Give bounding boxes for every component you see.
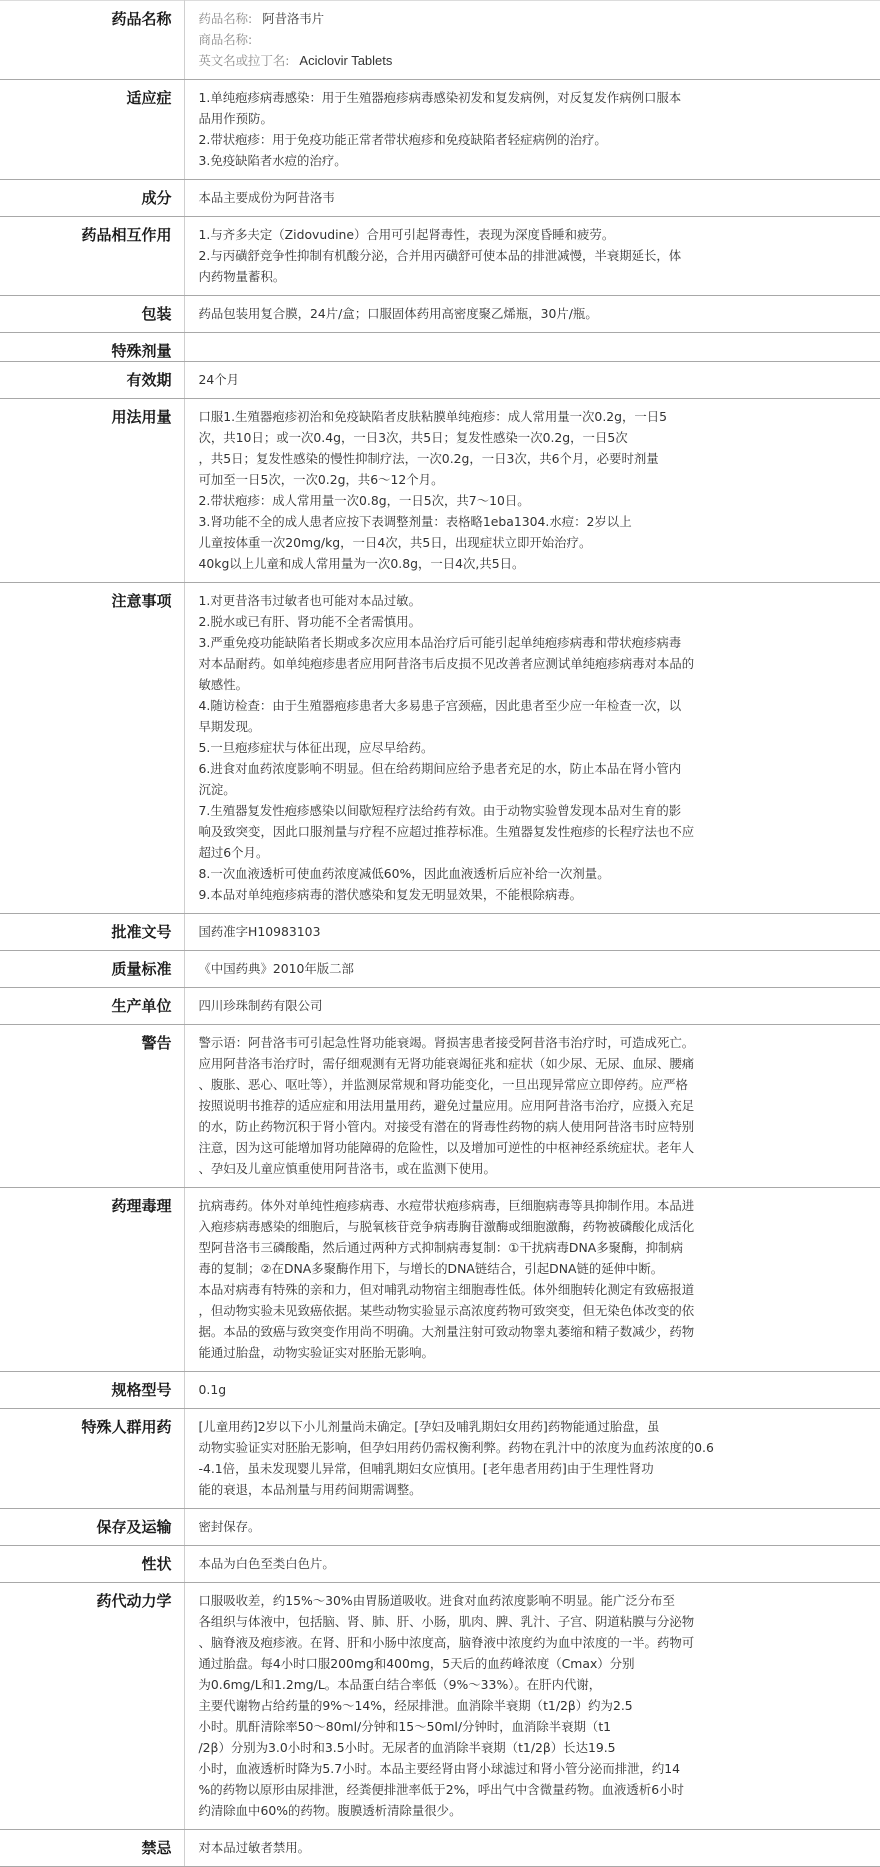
text-line: 对本品耐药。如单纯疱疹患者应用阿昔洛韦后皮损不见改善者应测试单纯疱疹病毒对本品的 xyxy=(198,656,695,671)
info-row xyxy=(0,583,880,914)
text-line: 口服1.生殖器疱疹初治和免疫缺陷者皮肤粘膜单纯疱疹：成人常用量一次0.2g，一日5 xyxy=(198,409,668,424)
text-line: ，但动物实验未见致癌依据。某些动物实验显示高浓度药物可致突变，但无染色体改变的依 xyxy=(198,1303,695,1318)
info-row xyxy=(0,1830,880,1867)
name-line xyxy=(199,8,861,29)
row-value xyxy=(184,1372,880,1409)
row-value xyxy=(184,1,880,80)
info-row xyxy=(0,914,880,951)
text-line: 敏感性。 xyxy=(198,677,249,692)
row-label: 性状 xyxy=(0,1546,184,1583)
text-line: %的药物以原形由尿排泄，经粪便排泄率低于2%，呼出气中含微量药物。血液透析6小时 xyxy=(198,1782,684,1797)
text-line: 可加至一日5次，一次0.2g，共6～12个月。 xyxy=(198,472,444,487)
text-line: 密封保存。 xyxy=(198,1519,261,1534)
row-value xyxy=(184,362,880,399)
name-line xyxy=(199,29,861,50)
text-line: 抗病毒药。体外对单纯性疱疹病毒、水痘带状疱疹病毒，巨细胞病毒等具抑制作用。本品进 xyxy=(198,1198,695,1213)
row-label: 药理毒理 xyxy=(0,1188,184,1372)
info-row xyxy=(0,296,880,333)
text-line: 8.一次血液透析可使血药浓度减低60%，因此血液透析后应补给一次剂量。 xyxy=(198,866,610,881)
text-line: 3.严重免疫功能缺陷者长期或多次应用本品治疗后可能引起单纯疱疹病毒和带状疱疹病毒 xyxy=(198,635,682,650)
name-key: 英文名或拉丁名: xyxy=(198,53,290,68)
row-label: 用法用量 xyxy=(0,399,184,583)
text-line: 四川珍珠制药有限公司 xyxy=(198,998,323,1013)
row-value xyxy=(184,1583,880,1830)
info-row xyxy=(0,180,880,217)
text-line: 应用阿昔洛韦治疗时，需仔细观测有无肾功能衰竭征兆和症状（如少尿、无尿、血尿、腰痛 xyxy=(198,1056,695,1071)
text-line: 能通过胎盘，动物实验证实对胚胎无影响。 xyxy=(198,1345,434,1360)
text-line: 据。本品的致癌与致突变作用尚不明确。大剂量注射可致动物睾丸萎缩和精子数减少，药物 xyxy=(198,1324,695,1339)
row-value xyxy=(184,1830,880,1867)
text-line: 的水，防止药物沉积于肾小管内。对接受有潜在的肾毒性药物的病人使用阿昔洛韦时应特别 xyxy=(198,1119,695,1134)
text-line: 型阿昔洛韦三磷酸酯，然后通过两种方式抑制病毒复制：①干扰病毒DNA多聚酶，抑制病 xyxy=(198,1240,683,1255)
row-value xyxy=(184,180,880,217)
text-line: 国药准字H10983103 xyxy=(198,924,321,939)
row-label: 药代动力学 xyxy=(0,1583,184,1830)
drug-info-rows xyxy=(0,1,880,1867)
row-label: 特殊剂量 xyxy=(0,333,184,362)
text-line: 本品为白色至类白色片。 xyxy=(198,1556,335,1571)
text-line: 注意，因为这可能增加肾功能障碍的危险性，以及增加可逆性的中枢神经系统症状。老年人 xyxy=(198,1140,695,1155)
text-line: 沉淀。 xyxy=(198,782,236,797)
row-label: 包装 xyxy=(0,296,184,333)
text-line: 按照说明书推荐的适应症和用法用量用药，避免过量应用。应用阿昔洛韦治疗，应摄入充足 xyxy=(198,1098,695,1113)
text-line: 4.随访检查：由于生殖器疱疹患者大多易患子宫颈癌，因此患者至少应一年检查一次，以 xyxy=(198,698,682,713)
text-line: 2.脱水或已有肝、肾功能不全者需慎用。 xyxy=(198,614,421,629)
row-label: 有效期 xyxy=(0,362,184,399)
text-line: 0.1g xyxy=(198,1382,227,1397)
name-value: Aciclovir Tablets xyxy=(299,53,393,68)
row-value xyxy=(184,988,880,1025)
info-row xyxy=(0,1025,880,1188)
text-line: 7.生殖器复发性疱疹感染以间歇短程疗法给药有效。由于动物实验曾发现本品对生育的影 xyxy=(198,803,682,818)
text-line: ，共5日；复发性感染的慢性抑制疗法，一次0.2g，一日3次，共6个月，必要时剂量 xyxy=(198,451,659,466)
name-key: 商品名称: xyxy=(198,32,253,47)
row-label: 特殊人群用药 xyxy=(0,1409,184,1509)
text-line: 、孕妇及儿童应慎重使用阿昔洛韦，或在监测下使用。 xyxy=(198,1161,496,1176)
text-line: 1.与齐多夫定（Zidovudine）合用可引起肾毒性，表现为深度昏睡和疲劳。 xyxy=(198,227,615,242)
text-line: 2.与丙磺舒竞争性抑制有机酸分泌，合并用丙磺舒可使本品的排泄减慢，半衰期延长，体 xyxy=(198,248,682,263)
text-line: -4.1倍，虽未发现婴儿异常，但哺乳期妇女应慎用。[老年患者用药]由于生理性肾功 xyxy=(198,1461,654,1476)
text-line: 对本品过敏者禁用。 xyxy=(198,1840,311,1855)
info-row xyxy=(0,1509,880,1546)
text-line: 入疱疹病毒感染的细胞后，与脱氧核苷竞争病毒胸苷激酶或细胞激酶，药物被磷酸化成活化 xyxy=(198,1219,695,1234)
row-value xyxy=(184,1409,880,1509)
row-label: 批准文号 xyxy=(0,914,184,951)
info-row xyxy=(0,333,880,362)
text-line: 警示语：阿昔洛韦可引起急性肾功能衰竭。肾损害患者接受阿昔洛韦治疗时，可造成死亡。 xyxy=(198,1035,695,1050)
info-row xyxy=(0,951,880,988)
name-value: 阿昔洛韦片 xyxy=(262,11,325,26)
text-line: 、腹胀、恶心、呕吐等），并监测尿常规和肾功能变化，一旦出现异常应立即停药。应严格 xyxy=(198,1077,688,1092)
text-line: 9.本品对单纯疱疹病毒的潜伏感染和复发无明显效果，不能根除病毒。 xyxy=(198,887,583,902)
text-line: 主要代谢物占给药量的9%～14%，经尿排泄。血消除半衰期（t1/2β）约为2.5 xyxy=(198,1698,633,1713)
text-line: 各组织与体液中，包括脑、肾、肺、肝、小肠，肌肉、脾、乳汁、子宫、阴道粘膜与分泌物 xyxy=(198,1614,695,1629)
info-row xyxy=(0,1409,880,1509)
row-label: 保存及运输 xyxy=(0,1509,184,1546)
text-line: 约清除血中60%的药物。腹膜透析清除量很少。 xyxy=(198,1803,462,1818)
row-value xyxy=(184,1546,880,1583)
info-row xyxy=(0,1188,880,1372)
text-line: 儿童按体重一次20mg/kg，一日4次，共5日，出现症状立即开始治疗。 xyxy=(198,535,592,550)
row-label: 成分 xyxy=(0,180,184,217)
row-value xyxy=(184,914,880,951)
name-line xyxy=(199,50,861,71)
row-label: 生产单位 xyxy=(0,988,184,1025)
text-line: 品用作预防。 xyxy=(198,111,273,126)
text-line: 2.带状疱疹：用于免疫功能正常者带状疱疹和免疫缺陷者轻症病例的治疗。 xyxy=(198,132,607,147)
info-row xyxy=(0,988,880,1025)
info-row xyxy=(0,217,880,296)
info-row xyxy=(0,399,880,583)
row-value xyxy=(184,1025,880,1188)
row-value xyxy=(184,951,880,988)
row-value xyxy=(184,296,880,333)
text-line: 通过胎盘。每4小时口服200mg和400mg，5天后的血药峰浓度（Cmax）分别 xyxy=(198,1656,635,1671)
text-line: [儿童用药]2岁以下小儿剂量尚未确定。[孕妇及哺乳期妇女用药]药物能通过胎盘，虽 xyxy=(198,1419,660,1434)
row-label: 药品名称 xyxy=(0,1,184,80)
text-line: 口服吸收差，约15%～30%由胃肠道吸收。进食对血药浓度影响不明显。能广泛分布至 xyxy=(198,1593,675,1608)
text-line: 动物实验证实对胚胎无影响，但孕妇用药仍需权衡利弊。药物在乳汁中的浓度为血药浓度的0.6 xyxy=(198,1440,714,1455)
info-row xyxy=(0,1583,880,1830)
text-line: 40kg以上儿童和成人常用量为一次0.8g，一日4次,共5日。 xyxy=(198,556,525,571)
row-value xyxy=(184,217,880,296)
text-line: 为0.6mg/L和1.2mg/L。本品蛋白结合率低（9%～33%）。在肝内代谢， xyxy=(198,1677,602,1692)
text-line: 响及致突变，因此口服剂量与疗程不应超过推荐标准。生殖器复发性疱疹的长程疗法也不应 xyxy=(198,824,695,839)
text-line: 本品对病毒有特殊的亲和力，但对哺乳动物宿主细胞毒性低。体外细胞转化测定有致癌报道 xyxy=(198,1282,695,1297)
text-line: 1.对更昔洛韦过敏者也可能对本品过敏。 xyxy=(198,593,421,608)
text-line: 内药物量蓄积。 xyxy=(198,269,286,284)
text-line: 小时，血液透析时降为5.7小时。本品主要经肾由肾小球滤过和肾小管分泌而排泄，约14 xyxy=(198,1761,681,1776)
text-line: 《中国药典》2010年版二部 xyxy=(198,961,354,976)
text-line: 2.带状疱疹：成人常用量一次0.8g，一日5次，共7～10日。 xyxy=(198,493,530,508)
text-line: 超过6个月。 xyxy=(198,845,269,860)
text-line: 3.免疫缺陷者水痘的治疗。 xyxy=(198,153,347,168)
row-value xyxy=(184,80,880,180)
row-label: 禁忌 xyxy=(0,1830,184,1867)
info-row xyxy=(0,362,880,399)
text-line: 能的衰退，本品剂量与用药间期需调整。 xyxy=(198,1482,422,1497)
text-line: 次，共10日；或一次0.4g，一日3次，共5日；复发性感染一次0.2g，一日5次 xyxy=(198,430,628,445)
row-label: 警告 xyxy=(0,1025,184,1188)
text-line: 5.一旦疱疹症状与体征出现，应尽早给药。 xyxy=(198,740,434,755)
text-line: 、脑脊液及疱疹液。在肾、肝和小肠中浓度高，脑脊液中浓度约为血中浓度的一半。药物可 xyxy=(198,1635,695,1650)
info-row xyxy=(0,80,880,180)
text-line: 24个月 xyxy=(198,372,240,387)
row-label: 注意事项 xyxy=(0,583,184,914)
info-row xyxy=(0,1546,880,1583)
text-line: 早期发现。 xyxy=(198,719,261,734)
info-row xyxy=(0,1,880,80)
row-value xyxy=(184,583,880,914)
row-value xyxy=(184,1188,880,1372)
text-line: 毒的复制；②在DNA多聚酶作用下，与增长的DNA链结合，引起DNA链的延伸中断。 xyxy=(198,1261,664,1276)
row-label: 适应症 xyxy=(0,80,184,180)
row-value xyxy=(184,1509,880,1546)
row-label: 药品相互作用 xyxy=(0,217,184,296)
row-label: 规格型号 xyxy=(0,1372,184,1409)
row-value xyxy=(184,399,880,583)
text-line: 药品包装用复合膜，24片/盒；口服固体药用高密度聚乙烯瓶，30片/瓶。 xyxy=(198,306,598,321)
name-key: 药品名称: xyxy=(198,11,253,26)
text-line: 1.单纯疱疹病毒感染：用于生殖器疱疹病毒感染初发和复发病例，对反复发作病例口服本 xyxy=(198,90,682,105)
text-line: 6.进食对血药浓度影响不明显。但在给药期间应给予患者充足的水，防止本品在肾小管内 xyxy=(198,761,682,776)
row-label: 质量标准 xyxy=(0,951,184,988)
info-row xyxy=(0,1372,880,1409)
row-value xyxy=(184,333,880,362)
text-line: 本品主要成份为阿昔洛韦 xyxy=(198,190,335,205)
text-line: 小时。肌酐清除率50～80ml/分钟和15～50ml/分钟时，血消除半衰期（t1 xyxy=(198,1719,612,1734)
text-line: /2β）分别为3.0小时和3.5小时。无尿者的血消除半衰期（t1/2β）长达19.5 xyxy=(198,1740,616,1755)
text-line: 3.肾功能不全的成人患者应按下表调整剂量：表格略1eba1304.水痘：2岁以上 xyxy=(198,514,632,529)
